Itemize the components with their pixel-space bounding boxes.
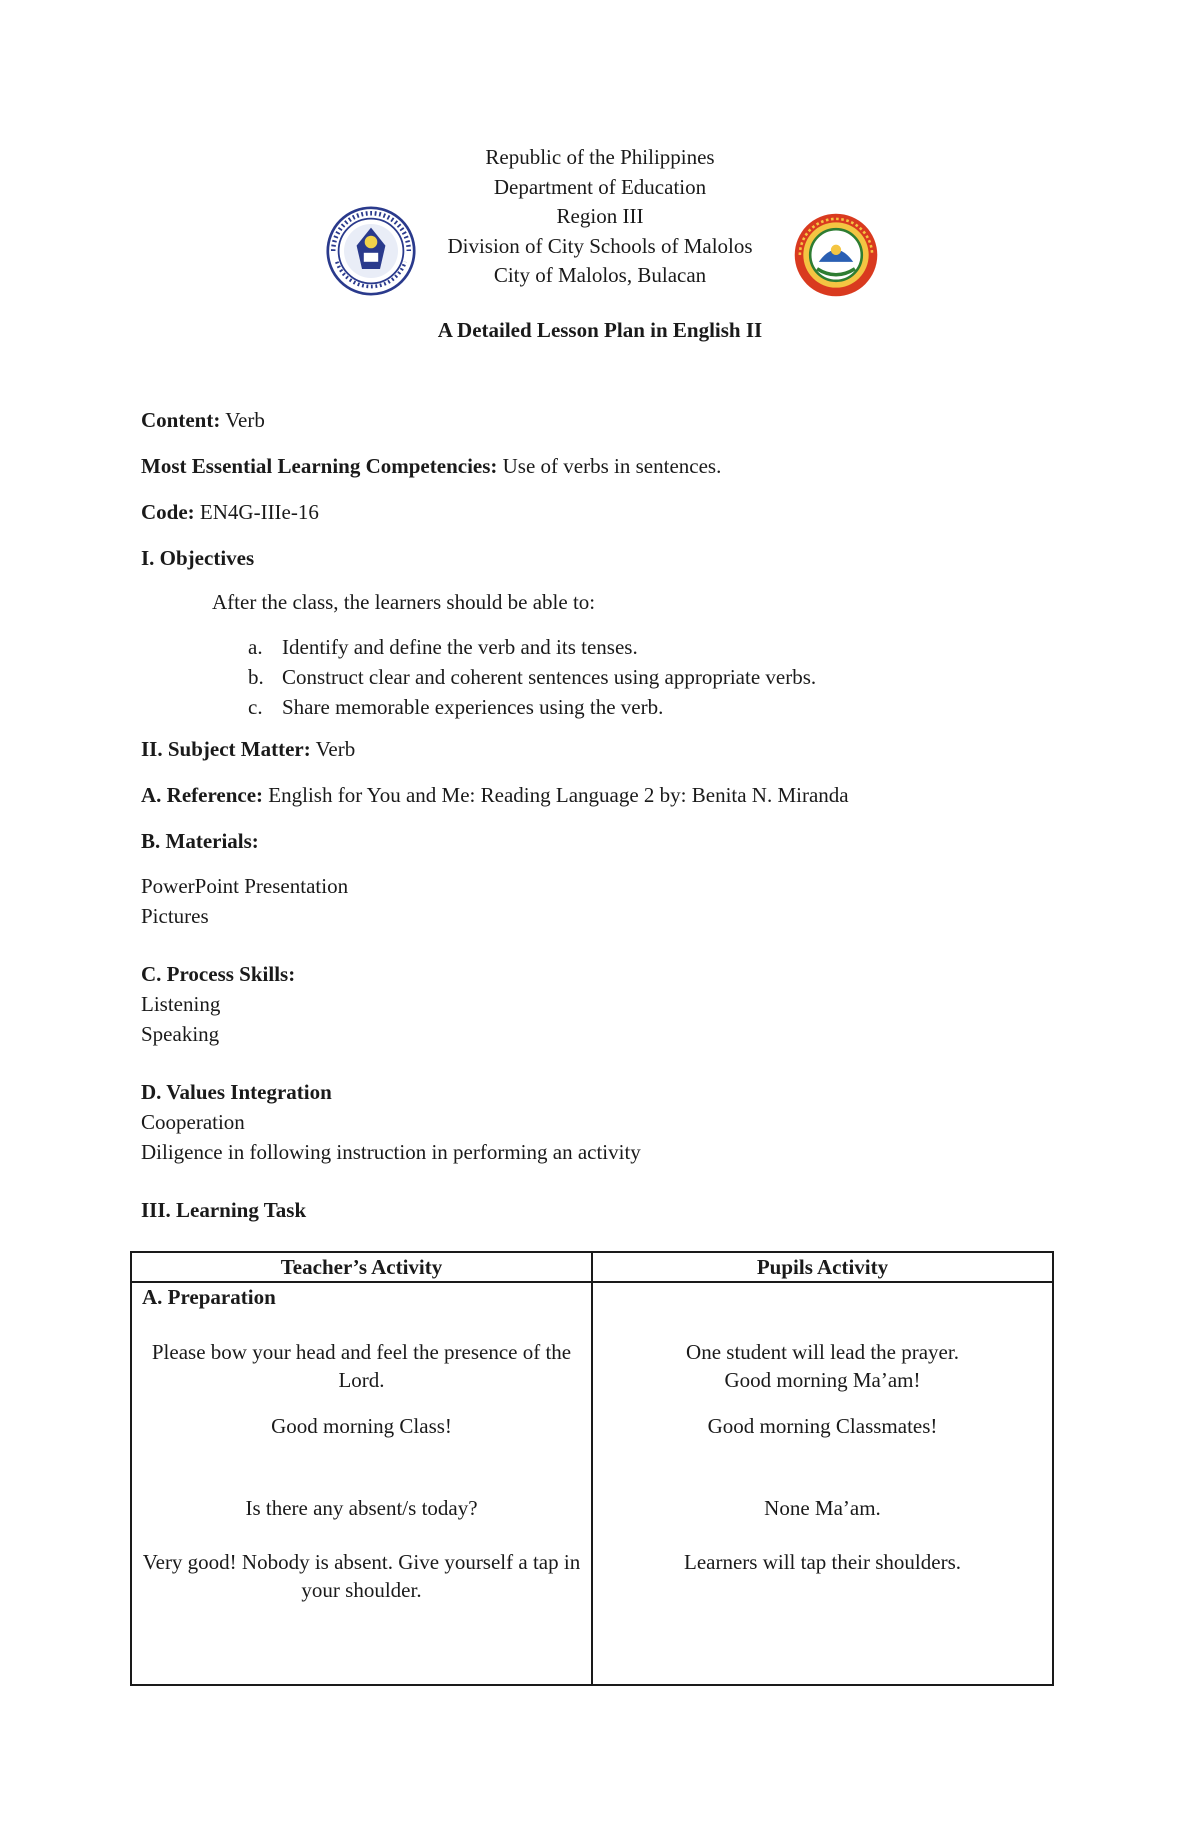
subject-matter-value: Verb <box>315 737 356 761</box>
section-title: A. Preparation <box>142 1285 276 1309</box>
list-item: Diligence in following instruction in performing an activity <box>141 1139 641 1164</box>
subject-matter-line <box>141 737 355 762</box>
header-republic: Republic of the Philippines <box>485 145 715 169</box>
list-item: PowerPoint Presentation <box>141 874 349 898</box>
pupil-line: One student will lead the prayer. <box>686 1340 959 1364</box>
content-label: Content: <box>141 408 221 432</box>
learning-task-table <box>130 1251 1054 1686</box>
list-item: Cooperation <box>141 1110 245 1134</box>
code-value: EN4G-IIIe-16 <box>199 500 319 524</box>
table-row <box>131 1282 1053 1685</box>
melc-label: Most Essential Learning Competencies: <box>141 454 498 478</box>
teacher-activity-cell <box>131 1282 592 1685</box>
learning-task-heading: III. Learning Task <box>141 1198 307 1222</box>
objectives-heading: I. Objectives <box>141 546 255 570</box>
pupils-activity-cell <box>592 1282 1053 1685</box>
header-region: Region III <box>556 204 644 228</box>
objective-text: Identify and define the verb and its tenses. <box>282 635 638 659</box>
reference-line <box>141 783 849 808</box>
process-skills-heading: C. Process Skills: <box>141 962 296 986</box>
objective-label: b. <box>248 665 264 689</box>
process-skills-list <box>141 990 220 1049</box>
values-heading: D. Values Integration <box>141 1080 332 1104</box>
content-line <box>141 408 265 433</box>
teacher-line: Please bow your head and feel the presence of the Lord. <box>151 1340 572 1392</box>
content-value: Verb <box>225 408 265 432</box>
melc-value: Use of verbs in sentences. <box>502 454 722 478</box>
objective-item <box>248 695 663 720</box>
reference-value: English for You and Me: Reading Language 2 by: Benita N. Miranda <box>268 783 849 807</box>
code-line <box>141 500 319 525</box>
list-item: Speaking <box>141 1021 220 1046</box>
list-item: Pictures <box>141 903 209 928</box>
header-department: Department of Education <box>493 174 707 199</box>
materials-list <box>141 872 348 931</box>
letterhead <box>300 143 900 291</box>
header-division: Division of City Schools of Malolos <box>447 233 753 258</box>
objective-item <box>248 635 638 660</box>
pupil-line: None Ma’am. <box>764 1496 881 1520</box>
objective-label: a. <box>248 635 263 659</box>
header-city: City of Malolos, Bulacan <box>493 263 707 287</box>
column-header-teacher: Teacher’s Activity <box>131 1252 592 1282</box>
pupil-line: Good morning Classmates! <box>707 1414 938 1438</box>
table-header-row <box>131 1252 1053 1282</box>
teacher-line: Is there any absent/s today? <box>245 1496 478 1520</box>
values-list <box>141 1108 641 1167</box>
objective-label: c. <box>248 695 263 719</box>
objective-item <box>248 665 816 690</box>
code-label: Code: <box>141 500 195 524</box>
objectives-intro: After the class, the learners should be able to: <box>212 590 596 614</box>
melc-line <box>141 454 721 479</box>
column-header-pupils: Pupils Activity <box>592 1252 1053 1282</box>
teacher-line: Good morning Class! <box>271 1414 452 1438</box>
reference-label: A. Reference: <box>141 783 264 807</box>
objective-text: Construct clear and coherent sentences using appropriate verbs. <box>282 665 817 689</box>
teacher-line: Very good! Nobody is absent. Give yourself a tap in your shoulder. <box>142 1550 581 1602</box>
subject-matter-label: II. Subject Matter: <box>141 737 311 761</box>
pupil-line: Learners will tap their shoulders. <box>684 1550 961 1574</box>
list-item: Listening <box>141 992 221 1016</box>
materials-heading: B. Materials: <box>141 829 259 853</box>
objective-text: Share memorable experiences using the verb. <box>282 695 664 719</box>
document-title: A Detailed Lesson Plan in English II <box>437 318 763 342</box>
pupil-line: Good morning Ma’am! <box>724 1368 921 1392</box>
